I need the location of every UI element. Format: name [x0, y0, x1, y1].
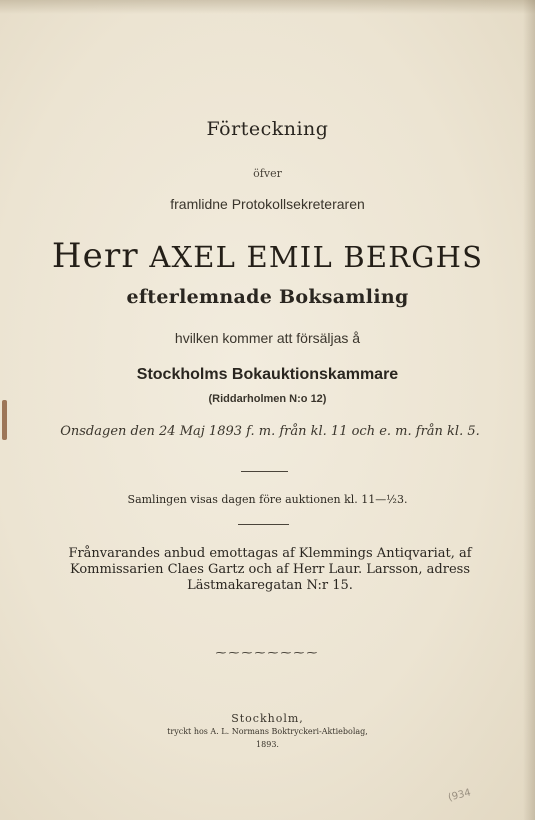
efterlemnade-line: efterlemnade Boksamling [126, 286, 409, 308]
framlidne-line: framlidne Protokollsekreteraren [170, 196, 365, 212]
name-rest: AXEL EMIL BERGHS [149, 240, 484, 274]
divider-rule-1 [241, 471, 288, 472]
hvilken-line: hvilken kommer att försäljas å [174, 330, 361, 346]
pencil-note: (934 [447, 787, 472, 804]
ornament-divider: ⁓⁓⁓⁓⁓⁓⁓⁓ [215, 646, 320, 659]
name-herr: Herr [51, 236, 139, 276]
document-title: Förteckning [206, 118, 329, 140]
viewing-line: Samlingen visas dagen före auktionen kl. 11—½3. [127, 493, 408, 506]
binding-stain [2, 400, 7, 440]
bids-paragraph: Frånvarandes anbud emottagas af Klemmings Antiqvariat, af Kommissarien Claes Gartz och af Herr Laur. Larsson, adress Lästmakaregatan N:r 15. [68, 546, 472, 593]
date-line: Onsdagen den 24 Maj 1893 f. m. från kl. 11 och e. m. från kl. 5. [60, 424, 480, 439]
divider-rule-2 [238, 524, 289, 525]
printer-line: tryckt hos A. L. Normans Boktryckeri-Aktiebolag, [167, 727, 368, 736]
auction-house: Stockholms Bokauktionskammare [136, 366, 399, 383]
ofver-line: öfver [253, 167, 282, 180]
paper-top-edge [0, 0, 535, 14]
print-year: 1893. [256, 740, 279, 749]
auction-address: (Riddarholmen N:o 12) [208, 393, 327, 405]
collector-name [0, 236, 535, 276]
printer-city: Stockholm, [231, 712, 304, 725]
